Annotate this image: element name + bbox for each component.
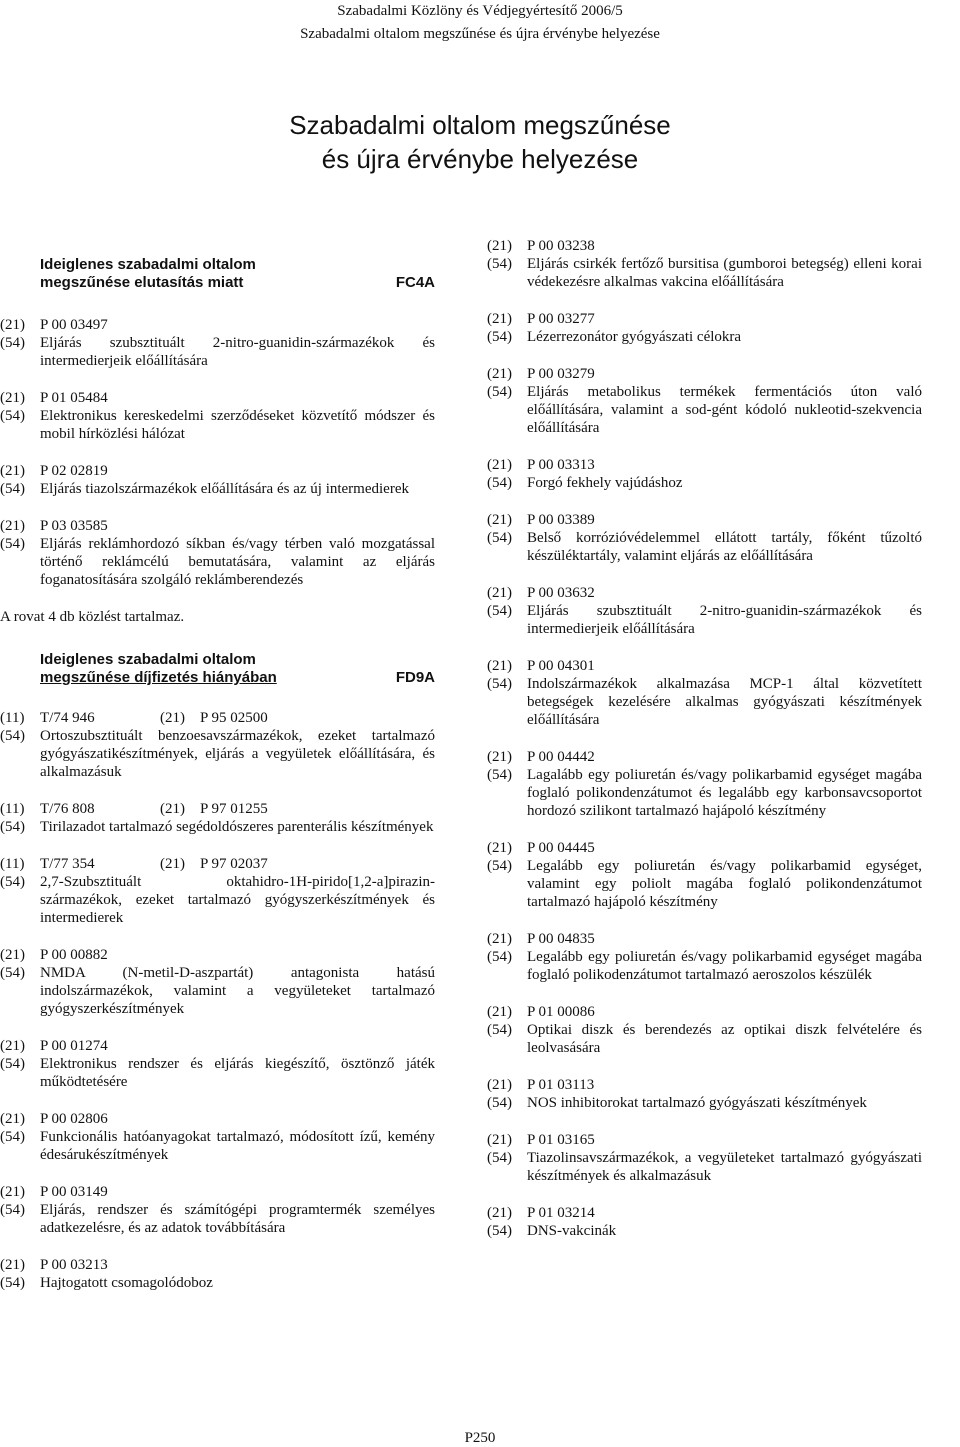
field-label-21: (21) [487, 1077, 512, 1093]
field-label-54: (54) [0, 335, 25, 351]
field-label-21: (21) [0, 1038, 25, 1054]
section-heading-fc4a [40, 256, 435, 292]
title-row [487, 675, 922, 729]
application-number: P 01 00086 [527, 1004, 595, 1020]
application-number: P 97 01255 [200, 801, 268, 817]
field-label-21: (21) [487, 931, 512, 947]
field-label-54: (54) [0, 728, 25, 744]
field-label-54: (54) [0, 819, 25, 835]
patent-entry [0, 462, 435, 498]
patent-entry [0, 946, 435, 1018]
field-label-21: (21) [160, 710, 185, 726]
patent-entry [487, 584, 922, 638]
entry-list-fd9a-with-11 [0, 709, 435, 927]
title-row [0, 1055, 435, 1091]
title-row [487, 1094, 922, 1112]
title-row [0, 1201, 435, 1237]
patent-entry [0, 316, 435, 370]
field-label-54: (54) [487, 530, 512, 546]
field-label-21: (21) [487, 658, 512, 674]
title-row [0, 480, 435, 498]
field-label-21: (21) [160, 801, 185, 817]
patent-entry [487, 1204, 922, 1240]
application-number: P 01 03214 [527, 1205, 595, 1221]
running-header [0, 0, 960, 46]
patent-entry [487, 1003, 922, 1057]
patent-entry [487, 1131, 922, 1185]
application-number: P 95 02500 [200, 710, 268, 726]
application-number-row [0, 316, 435, 334]
left-column [0, 256, 435, 1311]
page-title [0, 108, 960, 176]
patent-title: Ortoszubsztituált benzoesavszármazékok, ezeket tartalmazó gyógyászatikészítmények, eljárás a vegyületek előállítására, és alkalmazásuk [40, 728, 435, 780]
field-label-21: (21) [487, 238, 512, 254]
number-group [40, 855, 435, 873]
application-number: P 97 02037 [200, 856, 268, 872]
application-number-row [487, 1204, 922, 1222]
application-number-row [487, 584, 922, 602]
patent-title: Indolszármazékok alkalmazása MCP-1 által közvetített betegségek kezelésére alkalmas gyógyászati készítmények előállítására [527, 676, 922, 728]
patent-title: NMDA (N-metil-D-aszpartát) antagonista hatású indolszármazékok, valamint a vegyületeket tartalmazó gyógyszerkészítmények [40, 965, 435, 1017]
patent-title: Lézerrezonátor gyógyászati célokra [527, 329, 742, 345]
application-number: P 00 03149 [40, 1184, 108, 1200]
application-number-row [0, 462, 435, 480]
application-number: P 00 03313 [527, 457, 595, 473]
patent-entry [487, 748, 922, 820]
application-number: P 00 03389 [527, 512, 595, 528]
application-number-row [487, 511, 922, 529]
application-number: P 03 03585 [40, 518, 108, 534]
patent-title: Tiazolinsavszármazékok, a vegyületeket tartalmazó gyógyászati készítmények és alkalmazásuk [527, 1150, 922, 1184]
title-row [487, 948, 922, 984]
patent-title: Belső korrózióvédelemmel ellátott tartály, főként tűzoltó készüléktartály, valamint eljárás az előállítására [527, 530, 922, 564]
application-number-row [0, 1037, 435, 1055]
title-row [0, 407, 435, 443]
field-label-21: (21) [0, 1111, 25, 1127]
page-number: P250 [464, 1430, 496, 1446]
field-label-54: (54) [487, 676, 512, 692]
application-number: P 00 04442 [527, 749, 595, 765]
field-label-21: (21) [487, 311, 512, 327]
section-heading-line1: Ideiglenes szabadalmi oltalom [40, 256, 256, 273]
application-number: P 00 04835 [527, 931, 595, 947]
patent-title: Elektronikus kereskedelmi szerződéseket közvetítő módszer és mobil hírközlési hálózat [40, 408, 435, 442]
application-number: P 00 03213 [40, 1257, 108, 1273]
field-label-54: (54) [487, 858, 512, 874]
field-label-54: (54) [487, 384, 512, 400]
patent-entry [0, 1256, 435, 1292]
field-label-54: (54) [0, 1129, 25, 1145]
section-code: FD9A [395, 669, 435, 686]
field-label-21: (21) [487, 457, 512, 473]
application-number: P 00 00882 [40, 947, 108, 963]
patent-title: Legalább egy poliuretán és/vagy polikarbamid egységet, valamint egy poliolt magába foglaló polikondenzátumot tartalmazó hajápoló készítmény [527, 858, 922, 910]
application-number-row [487, 748, 922, 766]
title-row [487, 529, 922, 565]
field-label-54: (54) [487, 475, 512, 491]
section-heading-fd9a [40, 651, 435, 687]
title-row [0, 873, 435, 927]
field-label-54: (54) [487, 949, 512, 965]
title-row [487, 255, 922, 291]
field-label-54: (54) [0, 1056, 25, 1072]
patent-entry [0, 1110, 435, 1164]
application-number: P 01 03113 [527, 1077, 595, 1093]
section-heading-line2: megszűnése díjfizetés hiányában [40, 669, 277, 686]
field-label-54: (54) [487, 1223, 512, 1239]
application-number-row [487, 657, 922, 675]
field-label-54: (54) [487, 603, 512, 619]
application-number: P 00 03497 [40, 317, 108, 333]
number-row [0, 855, 435, 873]
title-row [0, 334, 435, 370]
field-label-54: (54) [487, 1095, 512, 1111]
entry-list-fc4a [0, 316, 435, 589]
title-row [0, 727, 435, 781]
patent-title: Eljárás tiazolszármazékok előállítására és az új intermedierek [40, 481, 409, 497]
application-number-row [487, 1131, 922, 1149]
patent-title: Elektronikus rendszer és eljárás kiegészítő, ösztönző játék működtetésére [40, 1056, 435, 1090]
field-label-21: (21) [0, 463, 25, 479]
field-label-21: (21) [487, 1004, 512, 1020]
patent-entry [487, 310, 922, 346]
title-row [487, 328, 922, 346]
section-running-title: Szabadalmi oltalom megszűnése és újra érvénybe helyezése [300, 26, 660, 42]
application-number: P 01 03165 [527, 1132, 595, 1148]
section-heading-line1: Ideiglenes szabadalmi oltalom [40, 651, 256, 668]
patent-entry [0, 800, 435, 836]
application-number: P 01 05484 [40, 390, 108, 406]
application-number-row [487, 839, 922, 857]
field-label-21: (21) [487, 1205, 512, 1221]
patent-title: DNS-vakcinák [527, 1223, 617, 1239]
number-row [0, 800, 435, 818]
title-row [487, 1149, 922, 1185]
patent-title: Eljárás csirkék fertőző bursitisa (gumboroi betegség) elleni korai védekezésre alkalmas vakcina előállítására [527, 256, 922, 290]
field-label-54: (54) [487, 1022, 512, 1038]
field-label-11: (11) [0, 856, 25, 872]
application-number: P 00 04301 [527, 658, 595, 674]
application-number-row [487, 930, 922, 948]
publication-number: T/76 808 [40, 801, 95, 817]
field-label-21: (21) [487, 512, 512, 528]
application-number: P 00 03277 [527, 311, 595, 327]
field-label-54: (54) [0, 408, 25, 424]
patent-title: Eljárás szubsztituált 2-nitro-guanidin-származékok és intermedierjeik előállítására [40, 335, 435, 369]
right-column [487, 237, 922, 1259]
number-group [40, 800, 435, 818]
title-row [487, 766, 922, 820]
section-note: A rovat 4 db közlést tartalmaz. [0, 609, 185, 625]
field-label-11: (11) [0, 710, 25, 726]
patent-entry [0, 855, 435, 927]
field-label-21: (21) [160, 856, 185, 872]
patent-entry [0, 1183, 435, 1237]
patent-title: Funkcionális hatóanyagokat tartalmazó, módosított ízű, kemény édesárukészítmények [40, 1129, 435, 1163]
field-label-54: (54) [0, 1275, 25, 1291]
entry-list-right [487, 237, 922, 1240]
title-row [487, 1021, 922, 1057]
title-row [487, 383, 922, 437]
patent-title: Eljárás metabolikus termékek fermentációs úton való előállítására, valamint a sod-gént kódoló nukleotid-szekvencia előállítására [527, 384, 922, 436]
application-number-row [0, 946, 435, 964]
title-row [487, 1222, 922, 1240]
application-number-row [487, 365, 922, 383]
field-label-54: (54) [0, 536, 25, 552]
patent-entry [487, 511, 922, 565]
patent-entry [487, 365, 922, 437]
patent-title: Legalább egy poliuretán és/vagy polikarbamid egységet magába foglaló polikodenzátumot tartalmazó aeroszolos készülék [527, 949, 922, 983]
application-number-row [487, 310, 922, 328]
title-row [0, 1128, 435, 1164]
section-code: FC4A [395, 274, 435, 291]
application-number: P 00 01274 [40, 1038, 108, 1054]
application-number: P 00 02806 [40, 1111, 108, 1127]
field-label-54: (54) [487, 767, 512, 783]
application-number-row [0, 1183, 435, 1201]
application-number-row [487, 456, 922, 474]
publication-number: T/77 354 [40, 856, 95, 872]
application-number-row [487, 1076, 922, 1094]
field-label-21: (21) [0, 1257, 25, 1273]
title-row [487, 474, 922, 492]
field-label-54: (54) [0, 965, 25, 981]
field-label-54: (54) [487, 1150, 512, 1166]
field-label-21: (21) [0, 518, 25, 534]
title-row [487, 602, 922, 638]
publication-number: T/74 946 [40, 710, 95, 726]
field-label-21: (21) [487, 585, 512, 601]
application-number: P 00 04445 [527, 840, 595, 856]
patent-entry [0, 517, 435, 589]
patent-entry [487, 1076, 922, 1112]
field-label-21: (21) [0, 317, 25, 333]
number-group [40, 709, 435, 727]
patent-entry [487, 657, 922, 729]
application-number-row [0, 1110, 435, 1128]
patent-title: Eljárás, rendszer és számítógépi programtermék személyes adatkezelésre, és az adatok továbbítására [40, 1202, 435, 1236]
patent-entry [0, 709, 435, 781]
application-number-row [0, 1256, 435, 1274]
journal-title: Szabadalmi Közlöny és Védjegyértesítő 2006/5 [337, 3, 623, 19]
title-row [0, 1274, 435, 1292]
field-label-21: (21) [487, 840, 512, 856]
field-label-54: (54) [0, 481, 25, 497]
section-heading-line2: megszűnése elutasítás miatt [40, 274, 244, 291]
page-title-line2: és újra érvénybe helyezése [321, 144, 639, 174]
field-label-21: (21) [0, 390, 25, 406]
field-label-11: (11) [0, 801, 25, 817]
application-number: P 02 02819 [40, 463, 108, 479]
patent-entry [487, 456, 922, 492]
patent-entry [0, 1037, 435, 1091]
application-number-row [487, 1003, 922, 1021]
patent-entry [487, 237, 922, 291]
patent-title: 2,7-Szubsztituált oktahidro-1H-pirido[1,2-a]pirazin-származékok, ezeket tartalmazó gyógyszerkészítmények és intermedierek [40, 874, 435, 926]
application-number-row [487, 237, 922, 255]
title-row [0, 818, 435, 836]
patent-title: Eljárás reklámhordozó síkban és/vagy térben való mozgatással történő reklámcélú bemutatására, valamint az eljárás foganatosítására szolgáló reklámberendezés [40, 536, 435, 588]
application-number: P 00 03279 [527, 366, 595, 382]
entry-list-fd9a [0, 946, 435, 1292]
field-label-54: (54) [0, 874, 25, 890]
patent-title: Lagalább egy poliuretán és/vagy polikarbamid egységet magába foglaló polikondenzátumot és legalább egy karbonsavcsoportot hordozó szilikont tartalmazó hajápoló készítmény [527, 767, 922, 819]
patent-entry [487, 930, 922, 984]
field-label-54: (54) [0, 1202, 25, 1218]
title-row [0, 964, 435, 1018]
application-number-row [0, 389, 435, 407]
field-label-54: (54) [487, 256, 512, 272]
patent-title: Tirilazadot tartalmazó segédoldószeres parenterális készítmények [40, 819, 434, 835]
page-title-line1: Szabadalmi oltalom megszűnése [289, 110, 671, 140]
title-row [0, 535, 435, 589]
field-label-21: (21) [487, 1132, 512, 1148]
patent-title: NOS inhibitorokat tartalmazó gyógyászati készítmények [527, 1095, 867, 1111]
application-number: P 00 03238 [527, 238, 595, 254]
field-label-21: (21) [487, 366, 512, 382]
title-row [487, 857, 922, 911]
field-label-21: (21) [0, 1184, 25, 1200]
patent-title: Eljárás szubsztituált 2-nitro-guanidin-származékok és intermedierjeik előállítására [527, 603, 922, 637]
field-label-21: (21) [487, 749, 512, 765]
patent-title: Hajtogatott csomagolódoboz [40, 1275, 213, 1291]
patent-entry [0, 389, 435, 443]
number-row [0, 709, 435, 727]
patent-title: Forgó fekhely vajúdáshoz [527, 475, 683, 491]
patent-title: Optikai diszk és berendezés az optikai diszk felvételére és leolvasására [527, 1022, 922, 1056]
patent-entry [487, 839, 922, 911]
application-number-row [0, 517, 435, 535]
field-label-54: (54) [487, 329, 512, 345]
application-number: P 00 03632 [527, 585, 595, 601]
field-label-21: (21) [0, 947, 25, 963]
